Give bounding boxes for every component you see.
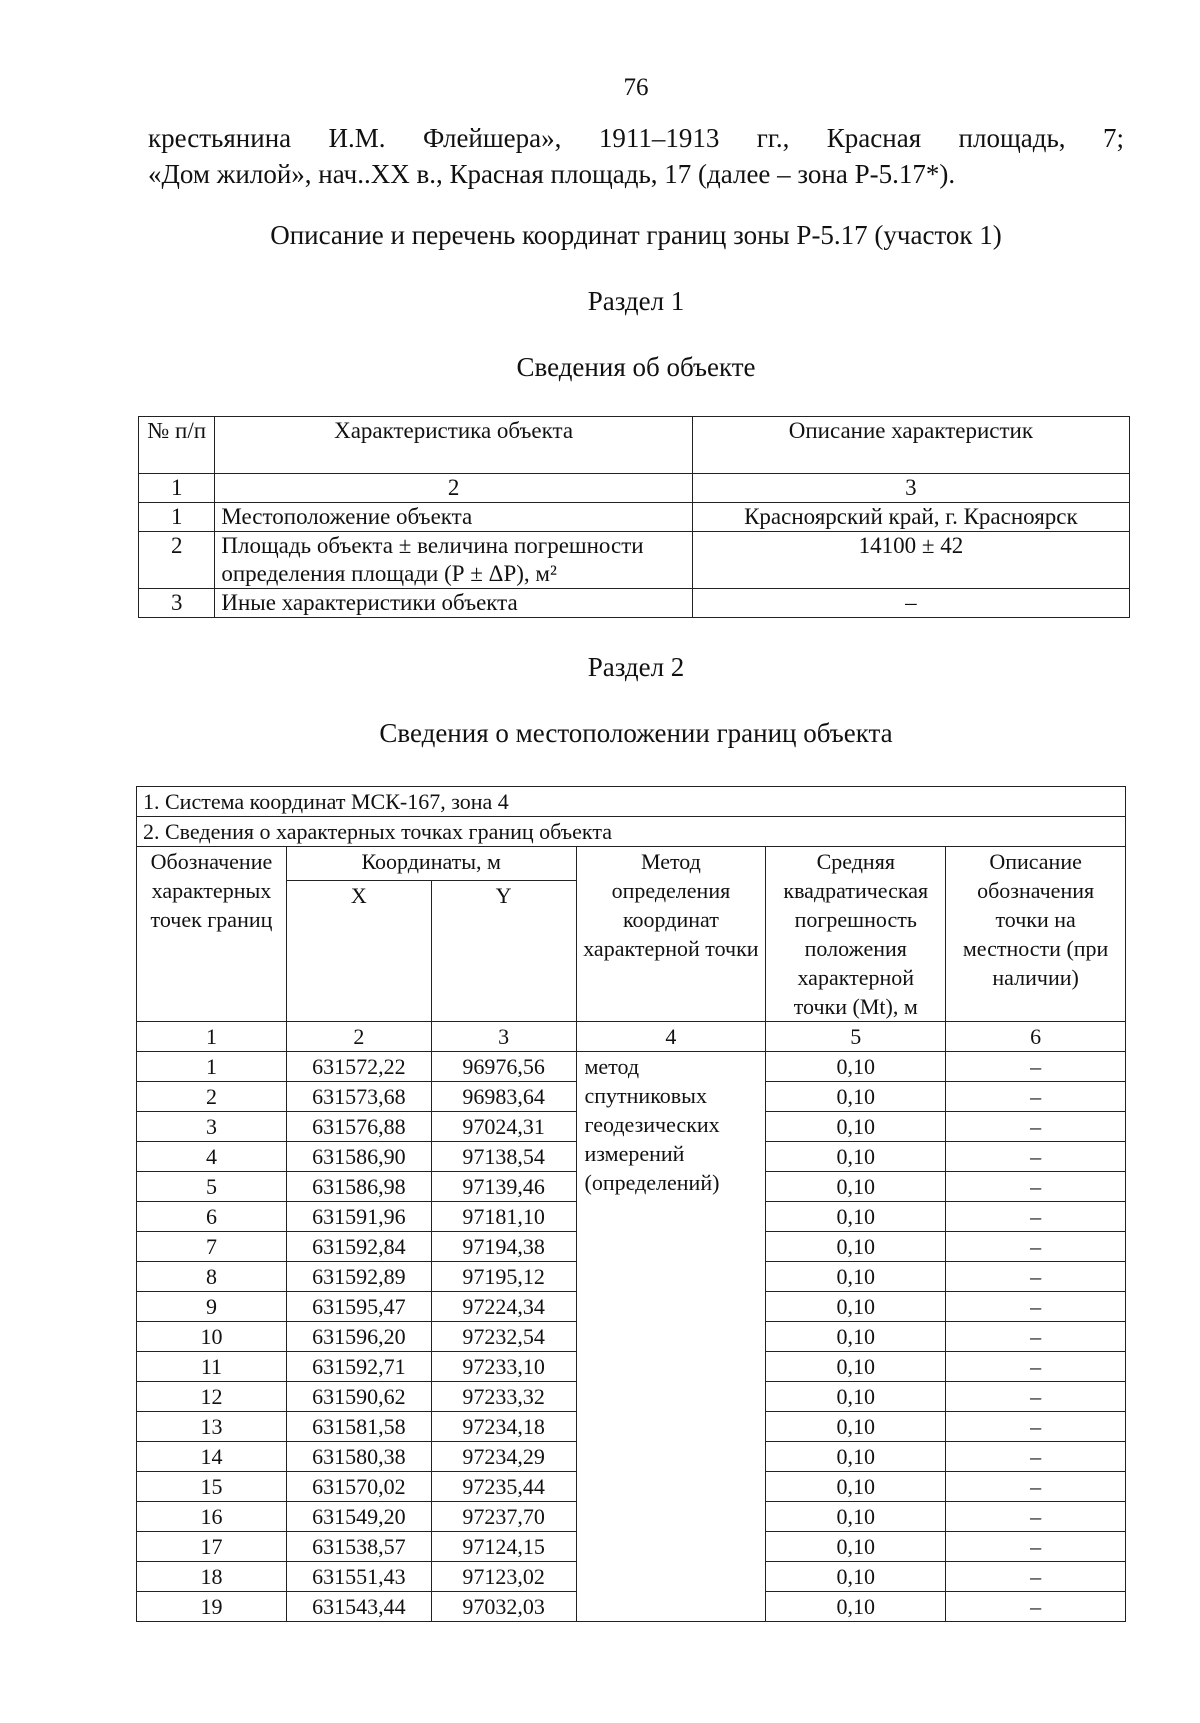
intro-line-1-text: крестьянина И.М. Флейшера», 1911–1913 гг., Красная площадь, 7;	[148, 123, 1124, 153]
method-cell: метод спутниковых геодезических измерений (определений)	[576, 1052, 766, 1622]
point-description: –	[946, 1442, 1126, 1472]
error-value: 0,10	[766, 1202, 946, 1232]
point-description: –	[946, 1232, 1126, 1262]
point-number: 13	[137, 1412, 287, 1442]
point-description: –	[946, 1562, 1126, 1592]
error-value: 0,10	[766, 1172, 946, 1202]
coordinate-x: 631543,44	[286, 1592, 431, 1622]
coordinate-x: 631596,20	[286, 1322, 431, 1352]
error-value: 0,10	[766, 1532, 946, 1562]
table-row	[139, 503, 1130, 532]
column-number: 5	[766, 1022, 946, 1052]
coordinate-y: 97232,54	[431, 1322, 576, 1352]
column-number: 1	[139, 474, 215, 503]
point-description: –	[946, 1082, 1126, 1112]
point-number: 9	[137, 1292, 287, 1322]
characteristic-value: Красноярский край, г. Красноярск	[692, 503, 1129, 532]
coordinate-y: 97138,54	[431, 1142, 576, 1172]
coordinate-x: 631586,90	[286, 1142, 431, 1172]
page-number: 76	[623, 74, 649, 101]
column-number: 6	[946, 1022, 1126, 1052]
points-body	[137, 1052, 1126, 1622]
point-description: –	[946, 1292, 1126, 1322]
coordinate-y: 97032,03	[431, 1592, 576, 1622]
coordinate-system-row	[137, 787, 1126, 817]
coordinate-x: 631595,47	[286, 1292, 431, 1322]
column-number: 3	[431, 1022, 576, 1052]
point-description: –	[946, 1142, 1126, 1172]
coordinate-x: 631591,96	[286, 1202, 431, 1232]
coordinate-y: 97224,34	[431, 1292, 576, 1322]
coordinate-y: 97233,32	[431, 1382, 576, 1412]
point-number: 2	[137, 1082, 287, 1112]
section-1-subheading: Сведения об объекте	[516, 352, 756, 382]
coordinate-system: 1. Система координат МСК-167, зона 4	[137, 787, 1126, 817]
point-number: 19	[137, 1592, 287, 1622]
point-description: –	[946, 1322, 1126, 1352]
point-number: 7	[137, 1232, 287, 1262]
coordinate-x: 631538,57	[286, 1532, 431, 1562]
table-row	[137, 1052, 1126, 1082]
characteristic-name: Площадь объекта ± величина погрешности определения площади (Р ± ΔР), м²	[215, 532, 692, 589]
coordinate-x: 631551,43	[286, 1562, 431, 1592]
section-2-subheading: Сведения о местоположении границ объекта	[379, 718, 893, 748]
point-description: –	[946, 1382, 1126, 1412]
coordinate-x: 631549,20	[286, 1502, 431, 1532]
point-number: 4	[137, 1142, 287, 1172]
point-number: 12	[137, 1382, 287, 1412]
error-value: 0,10	[766, 1112, 946, 1142]
header-error: Средняя квадратическая погрешность положения характерной точки (Mt), м	[766, 847, 946, 1022]
header-description: Описание обозначения точки на местности (при наличии)	[946, 847, 1126, 1022]
document-title: Описание и перечень координат границ зоны Р-5.17 (участок 1)	[270, 220, 1002, 250]
point-description: –	[946, 1172, 1126, 1202]
coordinate-y: 97234,18	[431, 1412, 576, 1442]
point-number: 14	[137, 1442, 287, 1472]
characteristic-name: Иные характеристики объекта	[215, 589, 692, 618]
coordinate-y: 97124,15	[431, 1532, 576, 1562]
coordinate-y: 97235,44	[431, 1472, 576, 1502]
coordinate-y: 97195,12	[431, 1262, 576, 1292]
coordinate-x: 631586,98	[286, 1172, 431, 1202]
coordinate-x: 631581,58	[286, 1412, 431, 1442]
point-number: 15	[137, 1472, 287, 1502]
error-value: 0,10	[766, 1082, 946, 1112]
object-info-table	[138, 416, 1130, 618]
intro-paragraph	[148, 120, 1124, 192]
points-title-row	[137, 817, 1126, 847]
header-cell-description: Описание характеристик	[692, 417, 1129, 474]
header-designation: Обозначение характерных точек границ	[137, 847, 287, 1022]
header-y: Y	[431, 881, 576, 1022]
column-number: 3	[692, 474, 1129, 503]
point-description: –	[946, 1532, 1126, 1562]
point-number: 16	[137, 1502, 287, 1532]
table-header-row	[137, 847, 1126, 881]
point-description: –	[946, 1262, 1126, 1292]
boundary-points-table	[136, 786, 1126, 1622]
coordinate-y: 97234,29	[431, 1442, 576, 1472]
error-value: 0,10	[766, 1142, 946, 1172]
point-number: 6	[137, 1202, 287, 1232]
error-value: 0,10	[766, 1292, 946, 1322]
point-description: –	[946, 1202, 1126, 1232]
points-title: 2. Сведения о характерных точках границ объекта	[137, 817, 1126, 847]
error-value: 0,10	[766, 1592, 946, 1622]
coordinate-y: 97237,70	[431, 1502, 576, 1532]
error-value: 0,10	[766, 1472, 946, 1502]
point-number: 1	[137, 1052, 287, 1082]
coordinate-y: 97181,10	[431, 1202, 576, 1232]
coordinate-x: 631592,71	[286, 1352, 431, 1382]
coordinate-x: 631573,68	[286, 1082, 431, 1112]
table-header-row	[139, 417, 1130, 474]
point-description: –	[946, 1052, 1126, 1082]
point-description: –	[946, 1412, 1126, 1442]
column-number: 4	[576, 1022, 766, 1052]
characteristic-name: Местоположение объекта	[215, 503, 692, 532]
column-number-row	[139, 474, 1130, 503]
header-cell-characteristic: Характеристика объекта	[215, 417, 692, 474]
table-row	[139, 589, 1130, 618]
coordinate-x: 631576,88	[286, 1112, 431, 1142]
coordinate-y: 96976,56	[431, 1052, 576, 1082]
error-value: 0,10	[766, 1442, 946, 1472]
header-cell-number: № п/п	[139, 417, 215, 474]
error-value: 0,10	[766, 1502, 946, 1532]
point-description: –	[946, 1352, 1126, 1382]
coordinate-y: 96983,64	[431, 1082, 576, 1112]
point-description: –	[946, 1502, 1126, 1532]
row-number: 1	[139, 503, 215, 532]
error-value: 0,10	[766, 1052, 946, 1082]
error-value: 0,10	[766, 1232, 946, 1262]
point-number: 5	[137, 1172, 287, 1202]
characteristic-value: –	[692, 589, 1129, 618]
coordinate-y: 97233,10	[431, 1352, 576, 1382]
point-number: 8	[137, 1262, 287, 1292]
point-number: 10	[137, 1322, 287, 1352]
column-number: 2	[286, 1022, 431, 1052]
coordinate-y: 97123,02	[431, 1562, 576, 1592]
coordinate-y: 97139,46	[431, 1172, 576, 1202]
point-description: –	[946, 1112, 1126, 1142]
coordinate-y: 97194,38	[431, 1232, 576, 1262]
column-number-row	[137, 1022, 1126, 1052]
column-number: 2	[215, 474, 692, 503]
point-number: 18	[137, 1562, 287, 1592]
coordinate-y: 97024,31	[431, 1112, 576, 1142]
coordinate-x: 631580,38	[286, 1442, 431, 1472]
coordinate-x: 631590,62	[286, 1382, 431, 1412]
section-2-heading: Раздел 2	[587, 652, 685, 682]
header-method: Метод определения координат характерной точки	[576, 847, 766, 1022]
point-number: 17	[137, 1532, 287, 1562]
coordinate-x: 631570,02	[286, 1472, 431, 1502]
intro-line-2: «Дом жилой», нач..XX в., Красная площадь, 17 (далее – зона Р-5.17*).	[148, 159, 956, 189]
header-x: X	[286, 881, 431, 1022]
error-value: 0,10	[766, 1382, 946, 1412]
coordinate-x: 631592,89	[286, 1262, 431, 1292]
section-1-heading: Раздел 1	[587, 286, 685, 316]
point-number: 11	[137, 1352, 287, 1382]
error-value: 0,10	[766, 1322, 946, 1352]
intro-line-1	[148, 120, 1124, 156]
point-description: –	[946, 1472, 1126, 1502]
table-row	[139, 532, 1130, 589]
row-number: 3	[139, 589, 215, 618]
error-value: 0,10	[766, 1262, 946, 1292]
column-number: 1	[137, 1022, 287, 1052]
coordinate-x: 631572,22	[286, 1052, 431, 1082]
point-number: 3	[137, 1112, 287, 1142]
error-value: 0,10	[766, 1412, 946, 1442]
header-coordinates: Координаты, м	[286, 847, 576, 881]
characteristic-value: 14100 ± 42	[692, 532, 1129, 589]
point-description: –	[946, 1592, 1126, 1622]
coordinate-x: 631592,84	[286, 1232, 431, 1262]
error-value: 0,10	[766, 1352, 946, 1382]
row-number: 2	[139, 532, 215, 589]
error-value: 0,10	[766, 1562, 946, 1592]
